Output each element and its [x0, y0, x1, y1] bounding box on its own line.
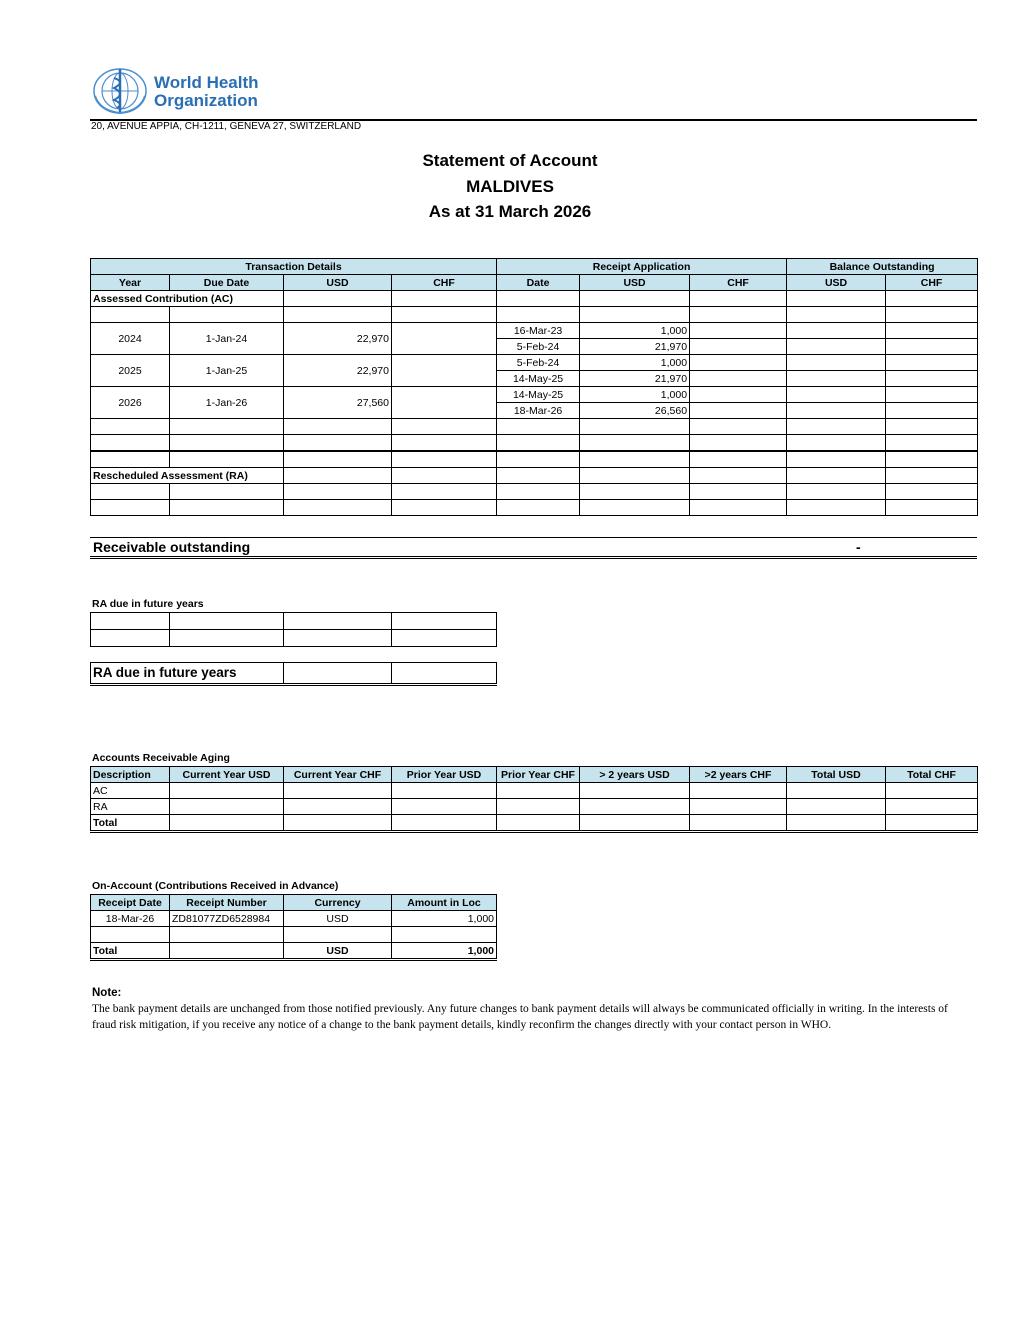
col-balance-usd: USD [787, 275, 886, 291]
receipt-date: 14-May-25 [497, 387, 580, 403]
aging-row-label: AC [91, 783, 170, 799]
receipt-usd: 26,560 [580, 403, 690, 419]
ra-future-caption: RA due in future years [92, 598, 204, 610]
table-row [91, 419, 978, 435]
on-account-caption: On-Account (Contributions Received in Advance) [92, 880, 339, 892]
receipt-date: 18-Mar-26 [497, 403, 580, 419]
aging-row-label: RA [91, 799, 170, 815]
on-account-total-row [91, 943, 497, 960]
on-account-currency: USD [284, 911, 392, 927]
ac-due-date: 1-Jan-25 [170, 355, 284, 387]
aging-col-prior-chf: Prior Year CHF [497, 767, 580, 783]
on-account-amount: 1,000 [392, 911, 497, 927]
statement-date: As at 31 March 2026 [428, 202, 592, 221]
statement-title: Statement of Account [422, 151, 598, 170]
table-row [91, 387, 978, 403]
on-account-receipt-date: 18-Mar-26 [91, 911, 170, 927]
col-receipt-chf: CHF [690, 275, 787, 291]
receipt-usd: 1,000 [580, 387, 690, 403]
table-row [91, 500, 978, 516]
table-row [91, 307, 978, 323]
table-row [91, 355, 978, 371]
receipt-date: 14-May-25 [497, 371, 580, 387]
receipt-date: 5-Feb-24 [497, 339, 580, 355]
on-account-receipt-number: ZD81077ZD6528984 [170, 911, 284, 927]
aging-col-current-usd: Current Year USD [170, 767, 284, 783]
org-name-line2: Organization [154, 91, 258, 110]
aging-table [90, 766, 978, 833]
section-ra-label: Rescheduled Assessment (RA) [91, 468, 284, 484]
receipt-usd: 1,000 [580, 323, 690, 339]
ac-year: 2024 [91, 323, 170, 355]
ra-future-table [90, 612, 497, 647]
table-row [91, 613, 497, 630]
aging-col-total-chf: Total CHF [886, 767, 978, 783]
col-balance-chf: CHF [886, 275, 978, 291]
receipt-usd: 1,000 [580, 355, 690, 371]
table-row [91, 927, 497, 943]
receipt-usd: 21,970 [580, 339, 690, 355]
receivable-double-rule [90, 558, 977, 559]
receipt-date: 16-Mar-23 [497, 323, 580, 339]
col-year: Year [91, 275, 170, 291]
ac-usd: 22,970 [284, 355, 392, 387]
table-row [91, 799, 978, 815]
on-account-total-amount: 1,000 [392, 943, 497, 960]
on-account-header-row [91, 895, 497, 911]
ra-future-total-label: RA due in future years [91, 663, 284, 685]
ra-future-total-table [90, 662, 497, 686]
statement-table [90, 258, 978, 516]
ac-due-date: 1-Jan-26 [170, 387, 284, 419]
aging-col-description: Description [91, 767, 170, 783]
aging-col-2years-usd: > 2 years USD [580, 767, 690, 783]
ac-year: 2025 [91, 355, 170, 387]
ac-due-date: 1-Jan-24 [170, 323, 284, 355]
who-emblem-icon [90, 66, 150, 116]
table-row [91, 323, 978, 339]
table-row [91, 663, 497, 685]
on-account-col-receipt-date: Receipt Date [91, 895, 170, 911]
on-account-col-amount: Amount in Loc [392, 895, 497, 911]
section-ra-row [91, 468, 978, 484]
receivable-outstanding-label: Receivable outstanding [93, 539, 251, 555]
group-balance-outstanding: Balance Outstanding [787, 259, 978, 275]
group-receipt-application: Receipt Application [497, 259, 787, 275]
table-row [91, 451, 978, 468]
section-ac-row [91, 291, 978, 307]
on-account-col-receipt-number: Receipt Number [170, 895, 284, 911]
receivable-top-rule [90, 537, 977, 538]
aging-col-2years-chf: >2 years CHF [690, 767, 787, 783]
ac-usd: 27,560 [284, 387, 392, 419]
table-row [91, 911, 497, 927]
col-receipt-usd: USD [580, 275, 690, 291]
on-account-total-currency: USD [284, 943, 392, 960]
note-text: The bank payment details are unchanged from those notified previously. Any future changes to bank payment details will always be communicated officially in writing. In the interests of fraud risk mitigation, if you receive any notice of a change to the bank payment details, kindly reconfirm the changes directly with your contact person in WHO. [92, 1003, 948, 1031]
address-line: 20, AVENUE APPIA, CH-1211, GENEVA 27, SWITZERLAND [91, 121, 362, 132]
col-usd: USD [284, 275, 392, 291]
org-name-line1: World Health [154, 73, 259, 92]
receivable-bottom-rule [90, 556, 977, 557]
on-account-total-label: Total [91, 943, 170, 960]
receipt-date: 5-Feb-24 [497, 355, 580, 371]
receivable-outstanding-value: - [856, 539, 861, 555]
aging-col-prior-usd: Prior Year USD [392, 767, 497, 783]
ac-year: 2026 [91, 387, 170, 419]
table-row [91, 630, 497, 647]
column-header-row [91, 275, 978, 291]
col-due-date: Due Date [170, 275, 284, 291]
note-label: Note: [92, 987, 122, 999]
table-row [91, 435, 978, 452]
aging-row-label: Total [91, 815, 170, 832]
country-name: MALDIVES [466, 177, 554, 196]
col-receipt-date: Date [497, 275, 580, 291]
aging-caption: Accounts Receivable Aging [92, 752, 230, 764]
on-account-col-currency: Currency [284, 895, 392, 911]
ac-usd: 22,970 [284, 323, 392, 355]
col-chf: CHF [392, 275, 497, 291]
table-row [91, 783, 978, 799]
who-logo [90, 66, 270, 116]
aging-col-total-usd: Total USD [787, 767, 886, 783]
aging-col-current-chf: Current Year CHF [284, 767, 392, 783]
receipt-usd: 21,970 [580, 371, 690, 387]
table-row [91, 815, 978, 832]
aging-header-row [91, 767, 978, 783]
on-account-table [90, 894, 497, 961]
group-header-row [91, 259, 978, 275]
group-transaction-details: Transaction Details [91, 259, 497, 275]
section-ac-label: Assessed Contribution (AC) [91, 291, 284, 307]
table-row [91, 484, 978, 500]
